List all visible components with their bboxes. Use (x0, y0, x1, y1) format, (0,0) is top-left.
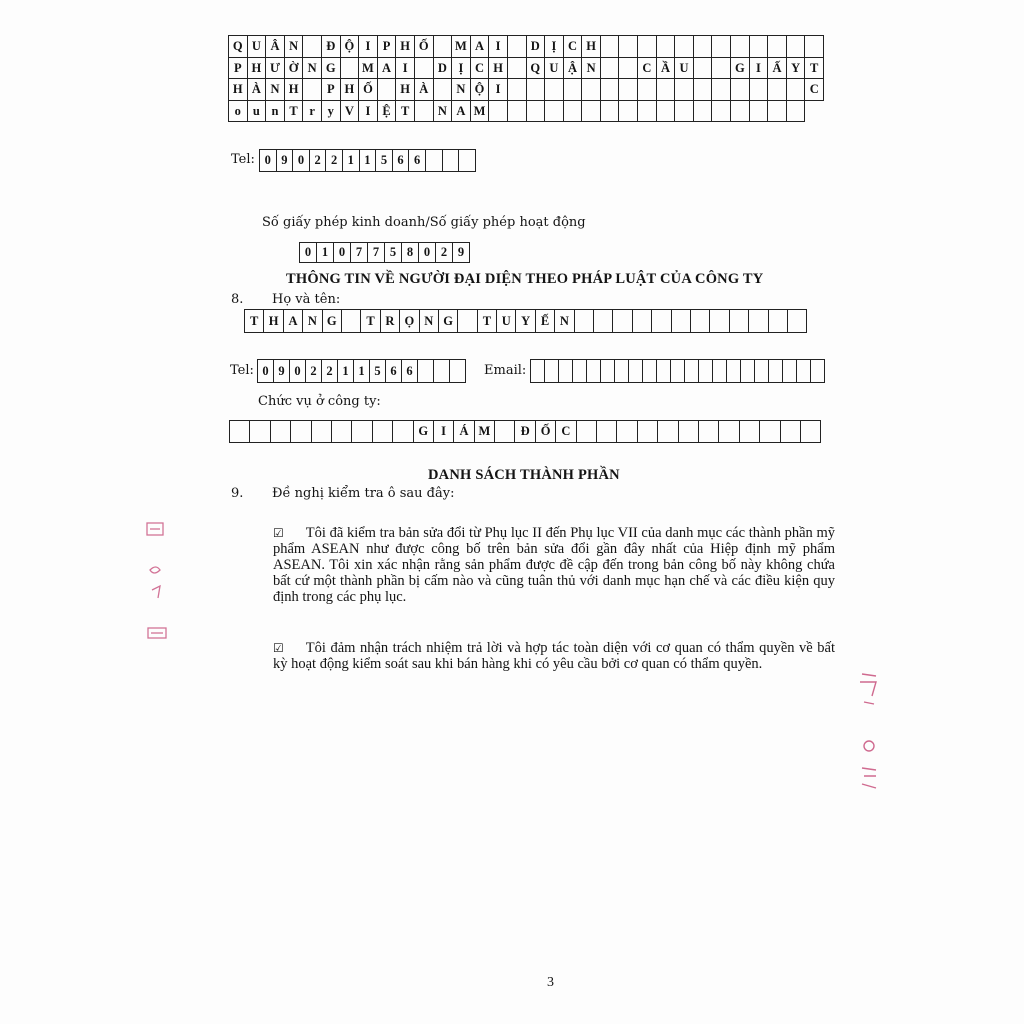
char-cell[interactable]: 0 (300, 243, 317, 263)
char-cell[interactable] (657, 36, 676, 58)
char-cell[interactable]: M (471, 101, 490, 123)
char-cell[interactable]: Đ (515, 421, 535, 443)
char-cell[interactable]: D (434, 58, 453, 80)
rep-name-label: Họ và tên: (272, 292, 341, 307)
char-cell[interactable]: N (452, 79, 471, 101)
char-cell[interactable]: 7 (351, 243, 368, 263)
rep-tel-grid (257, 359, 466, 383)
char-cell[interactable]: U (248, 36, 267, 58)
char-cell[interactable]: Ộ (471, 79, 490, 101)
char-cell[interactable]: 2 (436, 243, 453, 263)
char-cell[interactable]: G (323, 310, 342, 333)
company-tel-grid (259, 149, 476, 172)
char-cell[interactable]: N (285, 36, 304, 58)
char-cell[interactable]: A (452, 101, 471, 123)
char-cell[interactable]: T (361, 310, 380, 333)
char-cell[interactable] (787, 101, 806, 123)
char-cell[interactable]: M (359, 58, 378, 80)
char-cell[interactable] (691, 310, 710, 333)
char-cell[interactable] (730, 310, 749, 333)
ingredients-prompt: Đề nghị kiểm tra ô sau đây: (272, 486, 455, 501)
char-cell[interactable] (740, 421, 760, 443)
declaration-paragraph-2 (273, 640, 835, 672)
char-cell[interactable] (458, 310, 477, 333)
char-cell[interactable] (801, 421, 821, 443)
char-cell[interactable] (712, 58, 731, 80)
char-cell[interactable]: C (805, 79, 824, 101)
char-cell[interactable]: P (322, 79, 341, 101)
char-cell[interactable] (781, 421, 801, 443)
char-cell[interactable] (783, 360, 797, 383)
char-cell[interactable] (672, 310, 691, 333)
char-cell[interactable] (760, 421, 780, 443)
char-cell[interactable]: Ế (536, 310, 555, 333)
rep-position-grid (229, 420, 821, 443)
char-cell[interactable] (769, 360, 783, 383)
char-cell[interactable] (657, 79, 676, 101)
char-cell[interactable] (710, 310, 729, 333)
char-cell[interactable] (564, 79, 583, 101)
char-cell[interactable]: Ấ (768, 58, 787, 80)
char-cell[interactable]: Y (787, 58, 806, 80)
char-cell[interactable] (675, 79, 694, 101)
char-cell[interactable]: I (489, 79, 508, 101)
char-cell[interactable] (434, 36, 453, 58)
license-label: Số giấy phép kinh doanh/Số giấy phép hoạt động (262, 215, 586, 230)
char-cell[interactable]: Đ (322, 36, 341, 58)
char-cell[interactable]: r (303, 101, 322, 123)
char-cell[interactable]: Q (527, 58, 546, 80)
char-cell[interactable]: H (582, 36, 601, 58)
char-cell[interactable]: 0 (290, 360, 306, 383)
char-cell[interactable] (638, 79, 657, 101)
char-cell[interactable] (582, 79, 601, 101)
char-cell[interactable] (699, 360, 713, 383)
char-cell[interactable]: I (396, 58, 415, 80)
section-rep-title: THÔNG TIN VỀ NGƯỜI ĐẠI DIỆN THEO PHÁP LUẬT CỦA CÔNG TY (286, 271, 764, 287)
char-cell[interactable]: Ậ (564, 58, 583, 80)
char-cell[interactable]: M (475, 421, 495, 443)
char-cell[interactable]: H (341, 79, 360, 101)
char-cell[interactable]: H (248, 58, 267, 80)
char-cell[interactable]: C (564, 36, 583, 58)
rep-name-grid (244, 309, 807, 333)
declaration-text-1: Tôi đã kiểm tra bản sửa đổi từ Phụ lục II đến Phụ lục VII của danh mục các thành phần mỹ phẩm ASEAN như được công bố trên bản sửa đổi gần đây nhất của Hiệp định mỹ phẩm ASEAN. Tôi xin xác nhận rằng sản phẩm được đề cập đến trong bản công bố này không chứa bất cứ một thành phần bị cấm nào và cũng tuân thủ với danh mục hạn chế và các điều kiện quy định trong các phụ lục. (273, 525, 835, 605)
char-cell[interactable]: 1 (317, 243, 334, 263)
char-cell[interactable] (694, 79, 713, 101)
char-cell[interactable] (768, 79, 787, 101)
char-cell[interactable]: y (322, 101, 341, 123)
char-cell[interactable] (508, 36, 527, 58)
char-cell[interactable]: T (396, 101, 415, 123)
char-cell[interactable]: 8 (402, 243, 419, 263)
rep-position-label: Chức vụ ở công ty: (258, 394, 381, 409)
char-cell[interactable] (643, 360, 657, 383)
char-cell[interactable] (694, 101, 713, 123)
char-cell[interactable]: 2 (326, 150, 343, 172)
char-cell[interactable]: C (638, 58, 657, 80)
char-cell[interactable] (545, 79, 564, 101)
char-cell[interactable]: V (341, 101, 360, 123)
char-cell[interactable] (341, 58, 360, 80)
char-cell[interactable]: Ố (415, 36, 434, 58)
char-cell[interactable] (378, 79, 397, 101)
char-cell[interactable] (545, 101, 564, 123)
char-cell[interactable] (657, 101, 676, 123)
char-cell[interactable] (619, 58, 638, 80)
char-cell[interactable] (559, 360, 573, 383)
char-cell[interactable] (332, 421, 352, 443)
char-cell[interactable] (619, 79, 638, 101)
char-cell[interactable]: T (245, 310, 264, 333)
char-cell[interactable] (719, 421, 739, 443)
char-cell[interactable]: T (285, 101, 304, 123)
char-cell[interactable] (489, 101, 508, 123)
char-cell[interactable]: Ị (452, 58, 471, 80)
char-cell[interactable]: Ọ (400, 310, 419, 333)
char-cell[interactable] (675, 36, 694, 58)
char-cell[interactable] (601, 79, 620, 101)
char-cell[interactable] (657, 360, 671, 383)
char-cell[interactable]: 7 (368, 243, 385, 263)
char-cell[interactable]: A (378, 58, 397, 80)
char-cell[interactable]: Ư (266, 58, 285, 80)
char-cell[interactable] (731, 101, 750, 123)
char-cell[interactable] (633, 310, 652, 333)
char-cell[interactable] (508, 58, 527, 80)
section-ingredients-title: DANH SÁCH THÀNH PHẦN (428, 467, 620, 483)
char-cell[interactable]: 5 (376, 150, 393, 172)
char-cell[interactable] (731, 79, 750, 101)
char-cell[interactable]: 6 (393, 150, 410, 172)
char-cell[interactable]: N (266, 79, 285, 101)
right-stamp-marks (854, 668, 884, 798)
char-cell[interactable]: 6 (386, 360, 402, 383)
char-cell[interactable] (443, 150, 460, 172)
char-cell[interactable] (459, 150, 476, 172)
char-cell[interactable] (685, 360, 699, 383)
company-tel-label: Tel: (231, 152, 255, 167)
char-cell[interactable] (629, 360, 643, 383)
char-cell[interactable]: I (750, 58, 769, 80)
char-cell[interactable]: Q (229, 36, 248, 58)
char-cell[interactable]: Ộ (341, 36, 360, 58)
char-cell[interactable] (601, 101, 620, 123)
char-cell[interactable]: T (805, 58, 824, 80)
char-cell[interactable] (577, 421, 597, 443)
char-cell[interactable] (749, 310, 768, 333)
char-cell[interactable]: 0 (419, 243, 436, 263)
char-cell[interactable] (601, 36, 620, 58)
address-grid (228, 35, 824, 122)
char-cell[interactable]: 0 (258, 360, 274, 383)
char-cell[interactable]: 9 (277, 150, 294, 172)
char-cell[interactable] (434, 79, 453, 101)
char-cell[interactable] (750, 101, 769, 123)
char-cell[interactable] (768, 36, 787, 58)
char-cell[interactable]: P (229, 58, 248, 80)
char-cell[interactable] (230, 421, 250, 443)
char-cell[interactable]: N (303, 310, 322, 333)
char-cell[interactable] (638, 421, 658, 443)
char-cell[interactable] (638, 36, 657, 58)
char-cell[interactable]: 2 (306, 360, 322, 383)
rep-email-label: Email: (484, 363, 527, 378)
char-cell[interactable] (712, 101, 731, 123)
char-cell[interactable]: D (527, 36, 546, 58)
char-cell[interactable]: 0 (260, 150, 277, 172)
char-cell[interactable]: H (264, 310, 283, 333)
char-cell[interactable] (303, 36, 322, 58)
char-cell[interactable] (450, 360, 466, 383)
char-cell[interactable] (675, 101, 694, 123)
char-cell[interactable] (652, 310, 671, 333)
char-cell[interactable]: Ầ (657, 58, 676, 80)
char-cell[interactable] (601, 58, 620, 80)
char-cell[interactable] (694, 58, 713, 80)
char-cell[interactable]: N (555, 310, 574, 333)
char-cell[interactable]: Ố (359, 79, 378, 101)
char-cell[interactable] (788, 310, 807, 333)
license-number-grid (299, 242, 470, 263)
char-cell[interactable]: n (266, 101, 285, 123)
char-cell[interactable] (769, 310, 788, 333)
char-cell[interactable] (418, 360, 434, 383)
char-cell[interactable] (564, 101, 583, 123)
char-cell[interactable] (797, 360, 811, 383)
char-cell[interactable]: N (434, 101, 453, 123)
char-cell[interactable] (426, 150, 443, 172)
char-cell[interactable]: I (434, 421, 454, 443)
char-cell[interactable] (671, 360, 685, 383)
char-cell[interactable]: 1 (338, 360, 354, 383)
char-cell[interactable]: T (478, 310, 497, 333)
char-cell[interactable]: I (489, 36, 508, 58)
char-cell[interactable]: 5 (385, 243, 402, 263)
char-cell[interactable] (613, 310, 632, 333)
char-cell[interactable]: A (471, 36, 490, 58)
char-cell[interactable] (582, 101, 601, 123)
char-cell[interactable] (750, 36, 769, 58)
char-cell[interactable]: À (415, 79, 434, 101)
char-cell[interactable]: U (545, 58, 564, 80)
char-cell[interactable] (508, 101, 527, 123)
char-cell[interactable] (619, 101, 638, 123)
char-cell[interactable]: Y (516, 310, 535, 333)
char-cell[interactable]: U (675, 58, 694, 80)
char-cell[interactable] (699, 421, 719, 443)
char-cell[interactable]: H (229, 79, 248, 101)
char-cell[interactable]: C (556, 421, 576, 443)
char-cell[interactable] (694, 36, 713, 58)
char-cell[interactable] (638, 101, 657, 123)
char-cell[interactable] (415, 58, 434, 80)
char-cell[interactable]: R (381, 310, 400, 333)
char-cell[interactable]: H (396, 79, 415, 101)
char-cell[interactable] (303, 79, 322, 101)
char-cell[interactable] (508, 79, 527, 101)
char-cell[interactable]: 0 (334, 243, 351, 263)
char-cell[interactable] (250, 421, 270, 443)
char-cell[interactable] (573, 360, 587, 383)
char-cell[interactable] (495, 421, 515, 443)
char-cell[interactable]: 9 (274, 360, 290, 383)
char-cell[interactable]: 1 (343, 150, 360, 172)
char-cell[interactable] (373, 421, 393, 443)
char-cell[interactable] (615, 360, 629, 383)
char-cell[interactable]: Â (266, 36, 285, 58)
char-cell[interactable]: I (359, 36, 378, 58)
char-cell[interactable]: Ị (545, 36, 564, 58)
char-cell[interactable]: M (452, 36, 471, 58)
char-cell[interactable]: H (396, 36, 415, 58)
char-cell[interactable]: 6 (409, 150, 426, 172)
checkbox-checked-icon[interactable]: ☑ (273, 526, 284, 540)
char-cell[interactable] (658, 421, 678, 443)
section-9-number: 9. (231, 486, 244, 501)
char-cell[interactable] (787, 36, 806, 58)
char-cell[interactable] (352, 421, 372, 443)
char-cell[interactable]: 1 (354, 360, 370, 383)
char-cell[interactable] (594, 310, 613, 333)
char-cell[interactable]: u (248, 101, 267, 123)
char-cell[interactable] (545, 360, 559, 383)
char-cell[interactable]: 6 (402, 360, 418, 383)
char-cell[interactable]: U (497, 310, 516, 333)
char-cell[interactable] (787, 79, 806, 101)
char-cell[interactable] (811, 360, 825, 383)
char-cell[interactable] (601, 360, 615, 383)
char-cell[interactable]: Á (454, 421, 474, 443)
checkbox-checked-icon[interactable]: ☑ (273, 641, 284, 655)
char-cell[interactable] (587, 360, 601, 383)
char-cell[interactable]: 0 (293, 150, 310, 172)
char-cell[interactable] (755, 360, 769, 383)
char-cell[interactable]: Ệ (378, 101, 397, 123)
char-cell[interactable]: Ờ (285, 58, 304, 80)
char-cell[interactable] (712, 36, 731, 58)
char-cell[interactable] (527, 101, 546, 123)
char-cell[interactable]: N (582, 58, 601, 80)
rep-email-grid (530, 359, 825, 383)
char-cell[interactable]: H (285, 79, 304, 101)
char-cell[interactable]: G (414, 421, 434, 443)
char-cell[interactable] (712, 79, 731, 101)
char-cell[interactable]: A (284, 310, 303, 333)
char-cell[interactable] (531, 360, 545, 383)
char-cell[interactable] (342, 310, 361, 333)
char-cell[interactable] (271, 421, 291, 443)
char-cell[interactable] (415, 101, 434, 123)
char-cell[interactable] (741, 360, 755, 383)
char-cell[interactable] (679, 421, 699, 443)
char-cell[interactable]: 2 (310, 150, 327, 172)
char-cell[interactable] (393, 421, 413, 443)
declaration-paragraph-1 (273, 525, 835, 605)
char-cell[interactable] (291, 421, 311, 443)
char-cell[interactable] (768, 101, 787, 123)
char-cell[interactable]: G (322, 58, 341, 80)
char-cell[interactable] (597, 421, 617, 443)
char-cell[interactable]: C (471, 58, 490, 80)
char-cell[interactable] (750, 79, 769, 101)
left-stamp-marks (144, 520, 174, 650)
char-cell[interactable]: I (359, 101, 378, 123)
char-cell[interactable] (575, 310, 594, 333)
char-cell[interactable]: À (248, 79, 267, 101)
char-cell[interactable]: 2 (322, 360, 338, 383)
char-cell[interactable]: H (489, 58, 508, 80)
char-cell[interactable] (434, 360, 450, 383)
section-8-number: 8. (231, 292, 244, 307)
char-cell[interactable]: 1 (360, 150, 377, 172)
char-cell[interactable] (731, 36, 750, 58)
page-number: 3 (547, 975, 554, 990)
char-cell[interactable] (617, 421, 637, 443)
char-cell[interactable]: P (378, 36, 397, 58)
char-cell[interactable]: N (303, 58, 322, 80)
char-cell[interactable]: N (420, 310, 439, 333)
char-cell[interactable] (727, 360, 741, 383)
char-cell[interactable]: Ố (536, 421, 556, 443)
char-cell[interactable]: G (439, 310, 458, 333)
char-cell[interactable]: o (229, 101, 248, 123)
declaration-text-2: Tôi đảm nhận trách nhiệm trả lời và hợp tác toàn diện với cơ quan có thẩm quyền về bất kỳ hoạt động kiểm soát sau khi bán hàng khi có yêu cầu bởi cơ quan có thẩm quyền. (273, 640, 835, 672)
rep-tel-label: Tel: (230, 363, 254, 378)
char-cell[interactable] (619, 36, 638, 58)
char-cell[interactable] (805, 36, 824, 58)
char-cell[interactable] (312, 421, 332, 443)
char-cell[interactable] (527, 79, 546, 101)
char-cell[interactable] (713, 360, 727, 383)
char-cell[interactable]: G (731, 58, 750, 80)
char-cell[interactable]: 5 (370, 360, 386, 383)
char-cell[interactable]: 9 (453, 243, 470, 263)
